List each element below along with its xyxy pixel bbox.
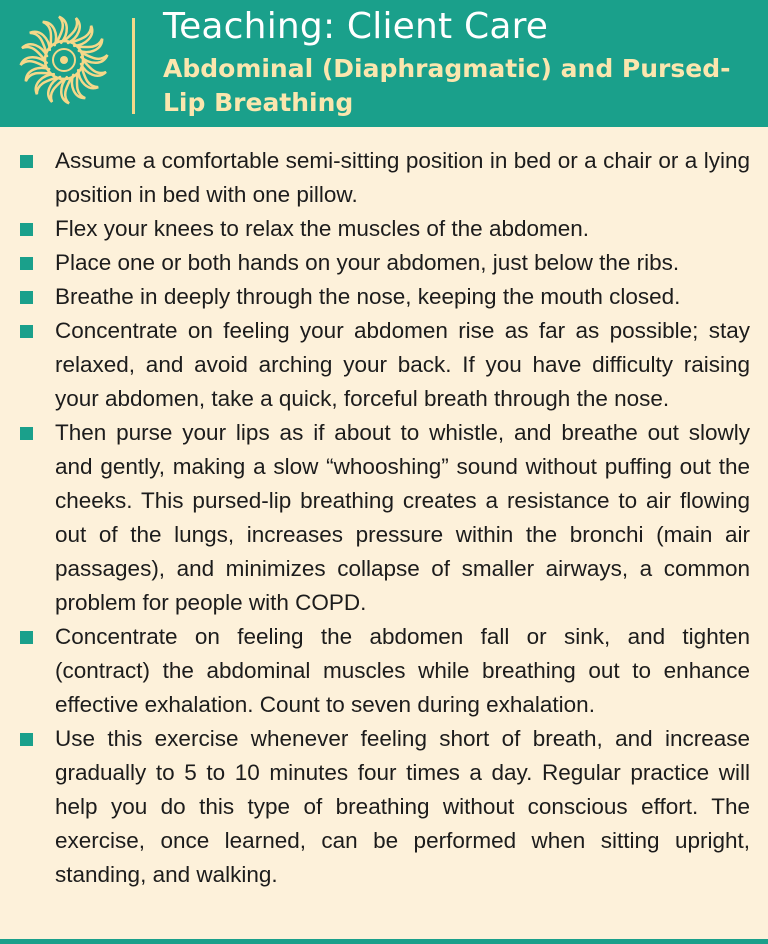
square-bullet-icon: [20, 325, 33, 338]
sun-swirl-icon: [14, 10, 114, 110]
square-bullet-icon: [20, 631, 33, 644]
instruction-list: [0, 144, 768, 892]
list-item: [0, 246, 768, 280]
square-bullet-icon: [20, 223, 33, 236]
header-divider: [132, 18, 135, 114]
square-bullet-icon: [20, 427, 33, 440]
list-item: [0, 722, 768, 892]
list-item-text: Place one or both hands on your abdomen, just below the ribs.: [55, 250, 680, 275]
list-item-text: Assume a comfortable semi-sitting position in bed or a chair or a lying position in bed with one pillow.: [55, 148, 750, 207]
list-item-text: Breathe in deeply through the nose, keeping the mouth closed.: [55, 284, 681, 309]
list-item: [0, 314, 768, 416]
list-item-text: Then purse your lips as if about to whistle, and breathe out slowly and gently, making a slow “whooshing” sound without puffing out the cheeks. This pursed-lip breathing creates a resistance to air flowing out of the lungs, increases pressure within the bronchi (main air passages), and minimizes collapse of smaller airways, a common problem for people with COPD.: [55, 420, 750, 615]
square-bullet-icon: [20, 155, 33, 168]
square-bullet-icon: [20, 257, 33, 270]
page-subtitle: Abdominal (Diaphragmatic) and Pursed-Lip Breathing: [163, 54, 731, 117]
list-item-text: Concentrate on feeling your abdomen rise as far as possible; stay relaxed, and avoid arching your back. If you have difficulty raising your abdomen, take a quick, forceful breath through the nose.: [55, 318, 750, 411]
list-item-text: Use this exercise whenever feeling short of breath, and increase gradually to 5 to 10 minutes four times a day. Regular practice will help you do this type of breathing without conscious effort. The exercise, once learned, can be performed when sitting upright, standing, and walking.: [55, 726, 750, 887]
square-bullet-icon: [20, 291, 33, 304]
header-banner: [0, 0, 768, 127]
page-title: Teaching: Client Care: [163, 6, 549, 47]
list-item: [0, 212, 768, 246]
square-bullet-icon: [20, 733, 33, 746]
list-item: [0, 144, 768, 212]
list-item: [0, 620, 768, 722]
list-item: [0, 280, 768, 314]
bottom-rule: [0, 939, 768, 944]
list-item-text: Concentrate on feeling the abdomen fall or sink, and tighten (contract) the abdominal muscles while breathing out to enhance effective exhalation. Count to seven during exhalation.: [55, 624, 750, 717]
list-item: [0, 416, 768, 620]
list-item-text: Flex your knees to relax the muscles of the abdomen.: [55, 216, 590, 241]
